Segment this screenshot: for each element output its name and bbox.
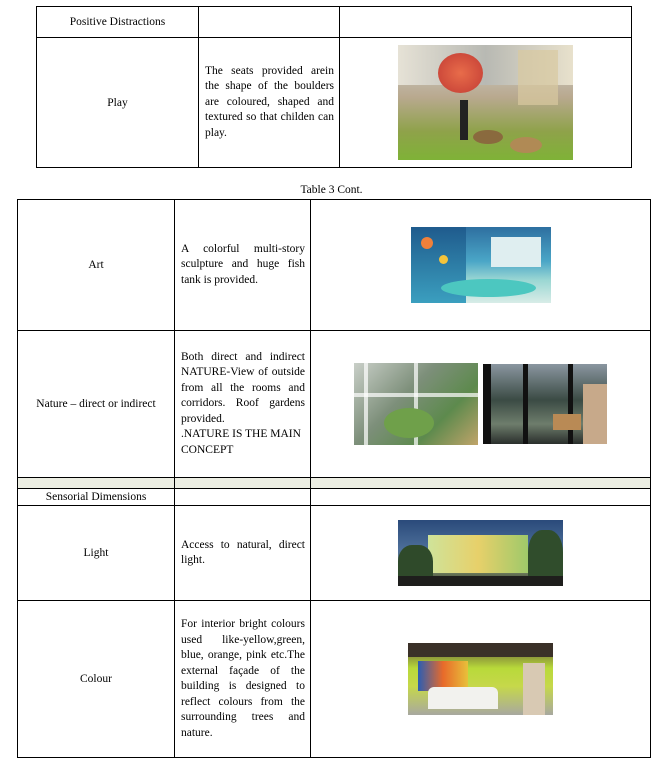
header-cell: Positive Distractions [37, 7, 199, 38]
empty-cell [340, 7, 632, 38]
row-image-cell [340, 38, 632, 168]
separator-row [18, 478, 651, 489]
row-description: Access to natural, direct light. [175, 506, 311, 601]
roof-garden-photo [483, 364, 607, 444]
row-description: The seats provided arein the shape of the boulders are coloured, shaped and textured so that childen can play. [199, 38, 340, 168]
row-image-cell [311, 601, 651, 758]
table-caption: Table 3 Cont. [300, 184, 363, 196]
table-row [18, 506, 651, 601]
row-image-cell [311, 331, 651, 478]
atrium-skylight-photo [354, 363, 478, 445]
row-image-cell [311, 200, 651, 331]
row-label: Play [37, 38, 199, 168]
row-image-cell [311, 506, 651, 601]
description-text: Both direct and indirect NATURE-View of outside from all the rooms and corridors. Roof gardens provided. [181, 350, 305, 425]
table-row [37, 38, 632, 168]
row-label: Colour [18, 601, 175, 758]
description-extra-text: .NATURE IS THE MAIN CONCEPT [181, 428, 301, 456]
table-continued [17, 199, 651, 758]
positive-distractions-table [36, 6, 632, 168]
row-label: Art [18, 200, 175, 331]
row-label: Nature – direct or indirect [18, 331, 175, 478]
table-row [18, 331, 651, 478]
section-header-row [18, 489, 651, 506]
table-header-row [37, 7, 632, 38]
fish-tank-sculpture-photo [411, 227, 551, 303]
building-exterior-night-photo [398, 520, 563, 586]
row-label: Light [18, 506, 175, 601]
row-description: For interior bright colours used like-yellow,green, blue, orange, pink etc.The external façade of the building is designed to reflect colours from the surrounding trees and nature. [175, 601, 311, 758]
row-description: A colorful multi-story sculpture and huge fish tank is provided. [175, 200, 311, 331]
mall-interior-photo [398, 45, 573, 160]
empty-cell [199, 7, 340, 38]
reception-desk-interior-photo [408, 643, 553, 715]
row-description [175, 331, 311, 478]
section-header: Sensorial Dimensions [18, 489, 175, 506]
table-row [18, 200, 651, 331]
table-row [18, 601, 651, 758]
